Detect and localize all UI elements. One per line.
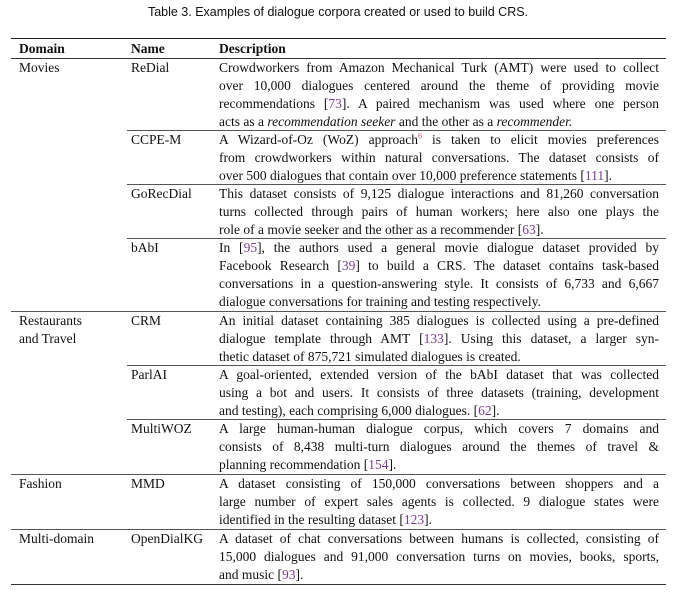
citation-link[interactable]: 123 — [403, 512, 425, 527]
dataset-name: OpenDialKG — [131, 531, 203, 546]
description-text: A goal-oriented, extended version of the bAbI dataset that was collected — [219, 367, 659, 382]
dataset-name: GoRecDial — [131, 186, 192, 201]
description-cell — [219, 366, 659, 420]
description-cell — [219, 59, 659, 131]
description-text: acts as a — [219, 114, 268, 129]
description-text: recommendations [ — [219, 96, 329, 111]
dataset-name: bAbI — [131, 240, 159, 255]
description-text: In [ — [219, 240, 244, 255]
domain-cell — [19, 59, 127, 77]
dataset-name: CCPE-M — [131, 132, 182, 147]
description-text: A dataset of chat conversations between humans is collected, consisting of — [219, 531, 659, 546]
description-text: An initial dataset containing 385 dialogues is collected using a pre-defined — [219, 313, 659, 328]
domain-label: Movies — [19, 60, 60, 75]
description-text: turns collected through pairs of human workers; here also one plays the — [219, 204, 659, 219]
description-text: ], the authors used a general movie dialogue dataset provided by — [257, 240, 659, 255]
description-text: ]. — [388, 457, 397, 472]
description-text: Crowdworkers from Amazon Mechanical Turk (AMT) were used to collect — [219, 60, 659, 75]
table-row — [11, 239, 666, 312]
description-text: ] to build a CRS. The dataset contains task-based — [355, 258, 660, 273]
description-text: ]. — [604, 168, 612, 183]
description-line — [219, 131, 659, 149]
domain-label: and Travel — [19, 331, 77, 346]
description-text: A large human-human dialogue corpus, which covers 7 domains and — [219, 421, 659, 436]
description-line — [219, 530, 659, 548]
citation-link[interactable]: 154 — [368, 457, 389, 472]
description-text: ]. Using this dataset, a larger syn- — [443, 331, 659, 346]
description-line — [219, 402, 659, 420]
description-text: recommender. — [496, 114, 573, 129]
description-line — [219, 438, 659, 456]
table-caption: Table 3. Examples of dialogue corpora created or used to build CRS. — [147, 5, 529, 19]
header-description: Description — [219, 41, 286, 56]
table-row — [11, 475, 666, 530]
description-text: ]. — [424, 512, 432, 527]
description-line — [219, 493, 659, 511]
dataset-name: ParlAI — [131, 367, 167, 382]
citation-link[interactable]: 133 — [423, 331, 444, 346]
citation-link[interactable]: 39 — [341, 258, 356, 273]
description-text: dialogue template through AMT [ — [219, 331, 424, 346]
description-text: identified in the resulting dataset [ — [219, 512, 404, 527]
description-text: over 10,000 dialogues centered around the theme of providing movie — [219, 78, 659, 93]
description-line — [219, 511, 659, 529]
description-cell — [219, 312, 659, 366]
description-line — [219, 475, 659, 493]
citation-link[interactable]: 63 — [522, 222, 536, 237]
description-text: A dataset consisting of 150,000 conversations between shoppers and a — [219, 476, 659, 491]
description-line — [219, 348, 659, 366]
description-text: from crowdworkers within natural conversations. The dataset consists of — [219, 150, 659, 165]
description-cell — [219, 239, 659, 311]
description-text: ]. — [491, 403, 500, 418]
description-text: Facebook Research [ — [219, 258, 342, 273]
description-line — [219, 59, 659, 77]
header-name: Name — [131, 41, 165, 56]
description-text: large number of expert sales agents is collected. 9 dialogue states were — [219, 494, 659, 509]
citation-link[interactable]: 62 — [478, 403, 492, 418]
description-text: conversations in a question-answering style. It consists of 6,733 and 6,667 — [219, 276, 659, 291]
description-line — [219, 275, 659, 293]
description-line — [219, 203, 659, 221]
table-row — [11, 530, 666, 584]
domain-label: Fashion — [19, 476, 62, 491]
citation-link[interactable]: 93 — [282, 567, 296, 582]
description-text: using a bot and users. It consists of three datasets (training, development — [219, 385, 659, 400]
description-text: dialogue conversations for training and testing respectively. — [219, 294, 541, 309]
header-domain: Domain — [19, 41, 65, 56]
domain-cell — [19, 475, 127, 493]
citation-link[interactable]: 111 — [584, 168, 605, 183]
description-cell — [219, 475, 659, 529]
domain-cell — [19, 312, 127, 348]
dialogue-corpora-table — [11, 38, 666, 585]
table-row — [11, 366, 666, 420]
description-line — [219, 293, 659, 311]
description-text: and the other as a — [395, 114, 497, 129]
table-row — [11, 420, 666, 475]
description-line — [219, 420, 659, 438]
table-row — [11, 312, 666, 366]
description-text: ]. A paired mechanism was used where one person — [341, 96, 660, 111]
description-text: consists of 8,438 multi-turn dialogues around the themes of travel & — [219, 439, 659, 454]
description-text: A Wizard-of-Oz (WoZ) approach — [219, 132, 419, 147]
domain-label: Restaurants — [19, 313, 82, 328]
description-line — [219, 167, 659, 185]
table-row — [11, 131, 666, 185]
table-header — [11, 39, 666, 59]
table-row — [11, 185, 666, 239]
description-line — [219, 548, 659, 566]
description-line — [219, 95, 659, 113]
dataset-name: ReDial — [131, 60, 170, 75]
table-row — [11, 59, 666, 131]
domain-label: Multi-domain — [19, 531, 94, 546]
description-line — [219, 384, 659, 402]
description-text: is taken to elicit movies preferences — [422, 132, 659, 147]
description-line — [219, 366, 659, 384]
description-text: planning recommendation [ — [219, 457, 369, 472]
description-text: ]. — [295, 567, 304, 582]
description-text: and music [ — [219, 567, 282, 582]
description-cell — [219, 185, 659, 239]
description-text: role of a movie seeker and the other as a recommender [ — [219, 222, 523, 237]
description-line — [219, 185, 659, 203]
description-text: recommendation seeker — [267, 114, 396, 129]
description-text: This dataset consists of 9,125 dialogue interactions and 81,260 conversation — [219, 186, 659, 201]
description-line — [219, 239, 659, 257]
description-line — [219, 149, 659, 167]
dataset-name: CRM — [131, 313, 162, 328]
description-text: over 500 dialogues that contain over 10,000 preference statements [ — [219, 168, 585, 183]
domain-cell — [19, 530, 127, 548]
dataset-name: MMD — [131, 476, 165, 491]
citation-link[interactable]: 95 — [243, 240, 258, 255]
description-line — [219, 257, 659, 275]
description-cell — [219, 530, 659, 584]
description-line — [219, 330, 659, 348]
description-line — [219, 77, 659, 95]
description-text: 15,000 dialogues and 91,000 conversation turns on movies, books, sports, — [219, 549, 659, 564]
description-line — [219, 113, 659, 131]
description-text: ]. — [535, 222, 544, 237]
citation-link[interactable]: 73 — [328, 96, 342, 111]
footnote-marker[interactable]: 6 — [418, 131, 423, 141]
description-text: thetic dataset of 875,721 simulated dialogues is created. — [219, 349, 521, 364]
description-line — [219, 312, 659, 330]
description-line — [219, 456, 659, 474]
dataset-name: MultiWOZ — [131, 421, 192, 436]
description-cell — [219, 131, 659, 185]
description-text: and testing), each comprising 6,000 dialogues. [ — [219, 403, 479, 418]
description-line — [219, 221, 659, 239]
description-cell — [219, 420, 659, 474]
description-line — [219, 566, 659, 584]
